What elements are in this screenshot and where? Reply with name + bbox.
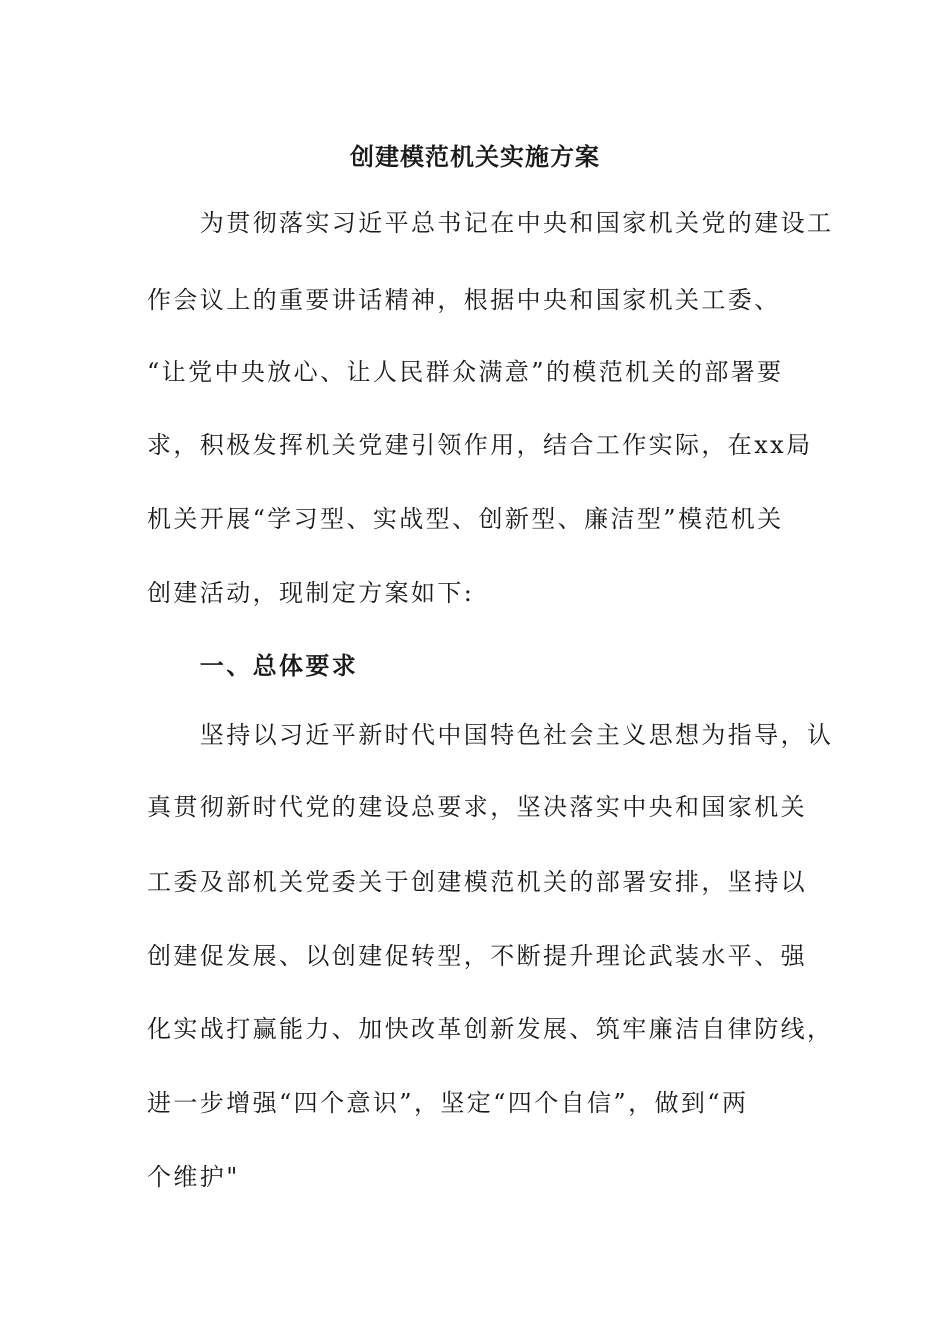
paragraph-requirements-line-7: 个维护" [147, 1163, 240, 1191]
paragraph-intro-line-2: 作会议上的重要讲话精神，根据中央和国家机关工委、 [147, 286, 781, 314]
section-heading-general-requirements: 一、总体要求 [147, 652, 359, 680]
paragraph-intro-line-3: “让党中央放心、让人民群众满意”的模范机关的部署要 [147, 358, 784, 386]
paragraph-requirements-line-3: 工委及部机关党委关于创建模范机关的部署安排，坚持以 [147, 868, 807, 896]
paragraph-requirements-line-1: 坚持以习近平新时代中国特色社会主义思想为指导，认 [147, 721, 834, 749]
paragraph-intro-line-4: 求，积极发挥机关党建引领作用，结合工作实际，在xx局 [147, 431, 813, 459]
paragraph-requirements-line-6: 进一步增强“四个意识”，坚定“四个自信”，做到“两 [147, 1089, 749, 1117]
paragraph-requirements-line-4: 创建促发展、以创建促转型，不断提升理论武装水平、强 [147, 942, 807, 970]
paragraph-intro-line-1: 为贯彻落实习近平总书记在中央和国家机关党的建设工 [147, 209, 834, 237]
paragraph-intro-line-6: 创建活动，现制定方案如下: [147, 579, 475, 607]
paragraph-intro-line-5: 机关开展“学习型、实战型、创新型、廉洁型”模范机关 [147, 505, 784, 533]
paragraph-requirements-line-5: 化实战打赢能力、加快改革创新发展、筑牢廉洁自律防线， [147, 1015, 834, 1043]
document-title: 创建模范机关实施方案 [350, 142, 600, 171]
paragraph-requirements-line-2: 真贯彻新时代党的建设总要求，坚决落实中央和国家机关 [147, 793, 807, 821]
